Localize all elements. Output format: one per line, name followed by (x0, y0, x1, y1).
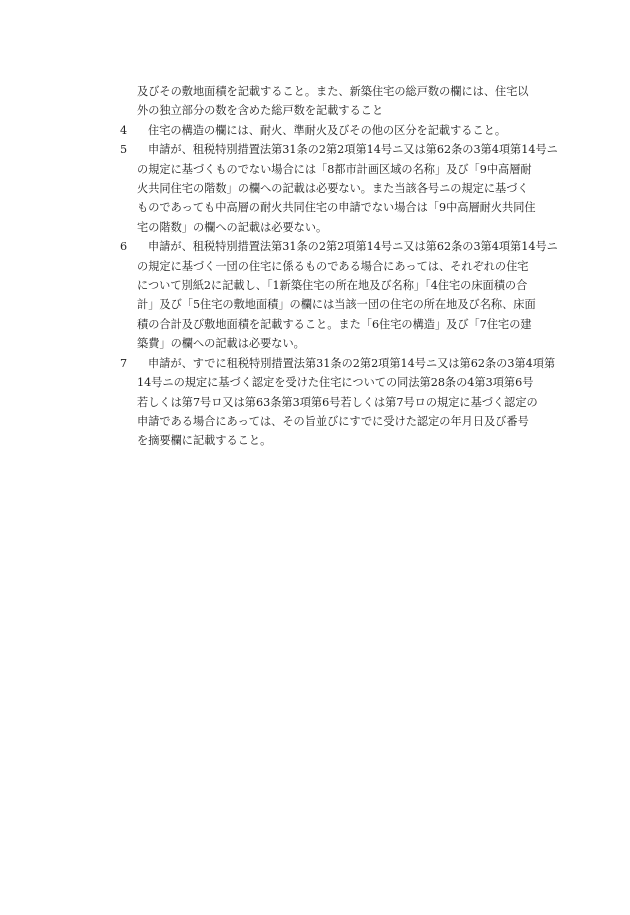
text-line: 若しくは第7号ロ又は第63条第3項第6号若しくは第7号ロの規定に基づく認定の (137, 395, 538, 409)
text-line: ものであっても中高層の耐火共同住宅の申請でない場合は「9中高層耐火共同住 (137, 201, 536, 215)
note-item-5 (120, 140, 565, 237)
text-line: 14号ニの規定に基づく認定を受けた住宅についての同法第28条の4第3項第6号 (137, 376, 534, 390)
item-number: 4 (120, 123, 128, 137)
text-line: 申請が、租税特別措置法第31条の2第2項第14号ニ又は第62条の3第4項第14号ニ (148, 240, 558, 254)
text-line: 積の合計及び敷地面積を記載すること。また「6住宅の構造」及び「7住宅の建 (137, 317, 532, 331)
text-line: 申請が、租税特別措置法第31条の2第2項第14号ニ又は第62条の3第4項第14号ニ (148, 143, 558, 157)
text-line: 外の独立部分の数を含めた総戸数を記載すること (137, 104, 384, 118)
text-line: の規定に基づく一団の住宅に係るものである場合にあっては、それぞれの住宅 (137, 259, 529, 273)
text-line: 申請である場合にあっては、その旨並びにすでに受けた認定の年月日及び番号 (137, 414, 529, 428)
text-line: について別紙2に記載し、「1新築住宅の所在地及び名称」「4住宅の床面積の合 (137, 279, 528, 293)
note-item-6 (120, 237, 565, 353)
text-line: 申請が、すでに租税特別措置法第31条の2第2項第14号ニ又は第62条の3第4項第 (148, 356, 556, 370)
text-line: を摘要欄に記載すること。 (137, 434, 272, 448)
text-line: 火共同住宅の階数」の欄への記載は必要ない。また当該各号ニの規定に基づく (137, 182, 529, 196)
item-number: 7 (120, 356, 128, 370)
item-number: 6 (120, 240, 128, 254)
text-line: 及びその敷地面積を記載すること。また、新築住宅の総戸数の欄には、住宅以 (137, 85, 529, 98)
note-item-7 (120, 354, 565, 451)
text-line: 計」及び「5住宅の敷地面積」の欄には当該一団の住宅の所在地及び名称、床面 (137, 298, 536, 312)
note-item-4 (120, 121, 565, 140)
item-number: 5 (120, 143, 128, 157)
text-line: 築費」の欄への記載は必要ない。 (137, 337, 305, 351)
text-line: の規定に基づくものでない場合には「8都市計画区域の名称」及び「9中高層耐 (137, 162, 532, 176)
notes-body (120, 82, 565, 451)
text-line: 住宅の構造の欄には、耐火、準耐火及びその他の区分を記載すること。 (148, 123, 507, 137)
continued-paragraph (120, 82, 565, 121)
text-line: 宅の階数」の欄への記載は必要ない。 (137, 220, 328, 234)
